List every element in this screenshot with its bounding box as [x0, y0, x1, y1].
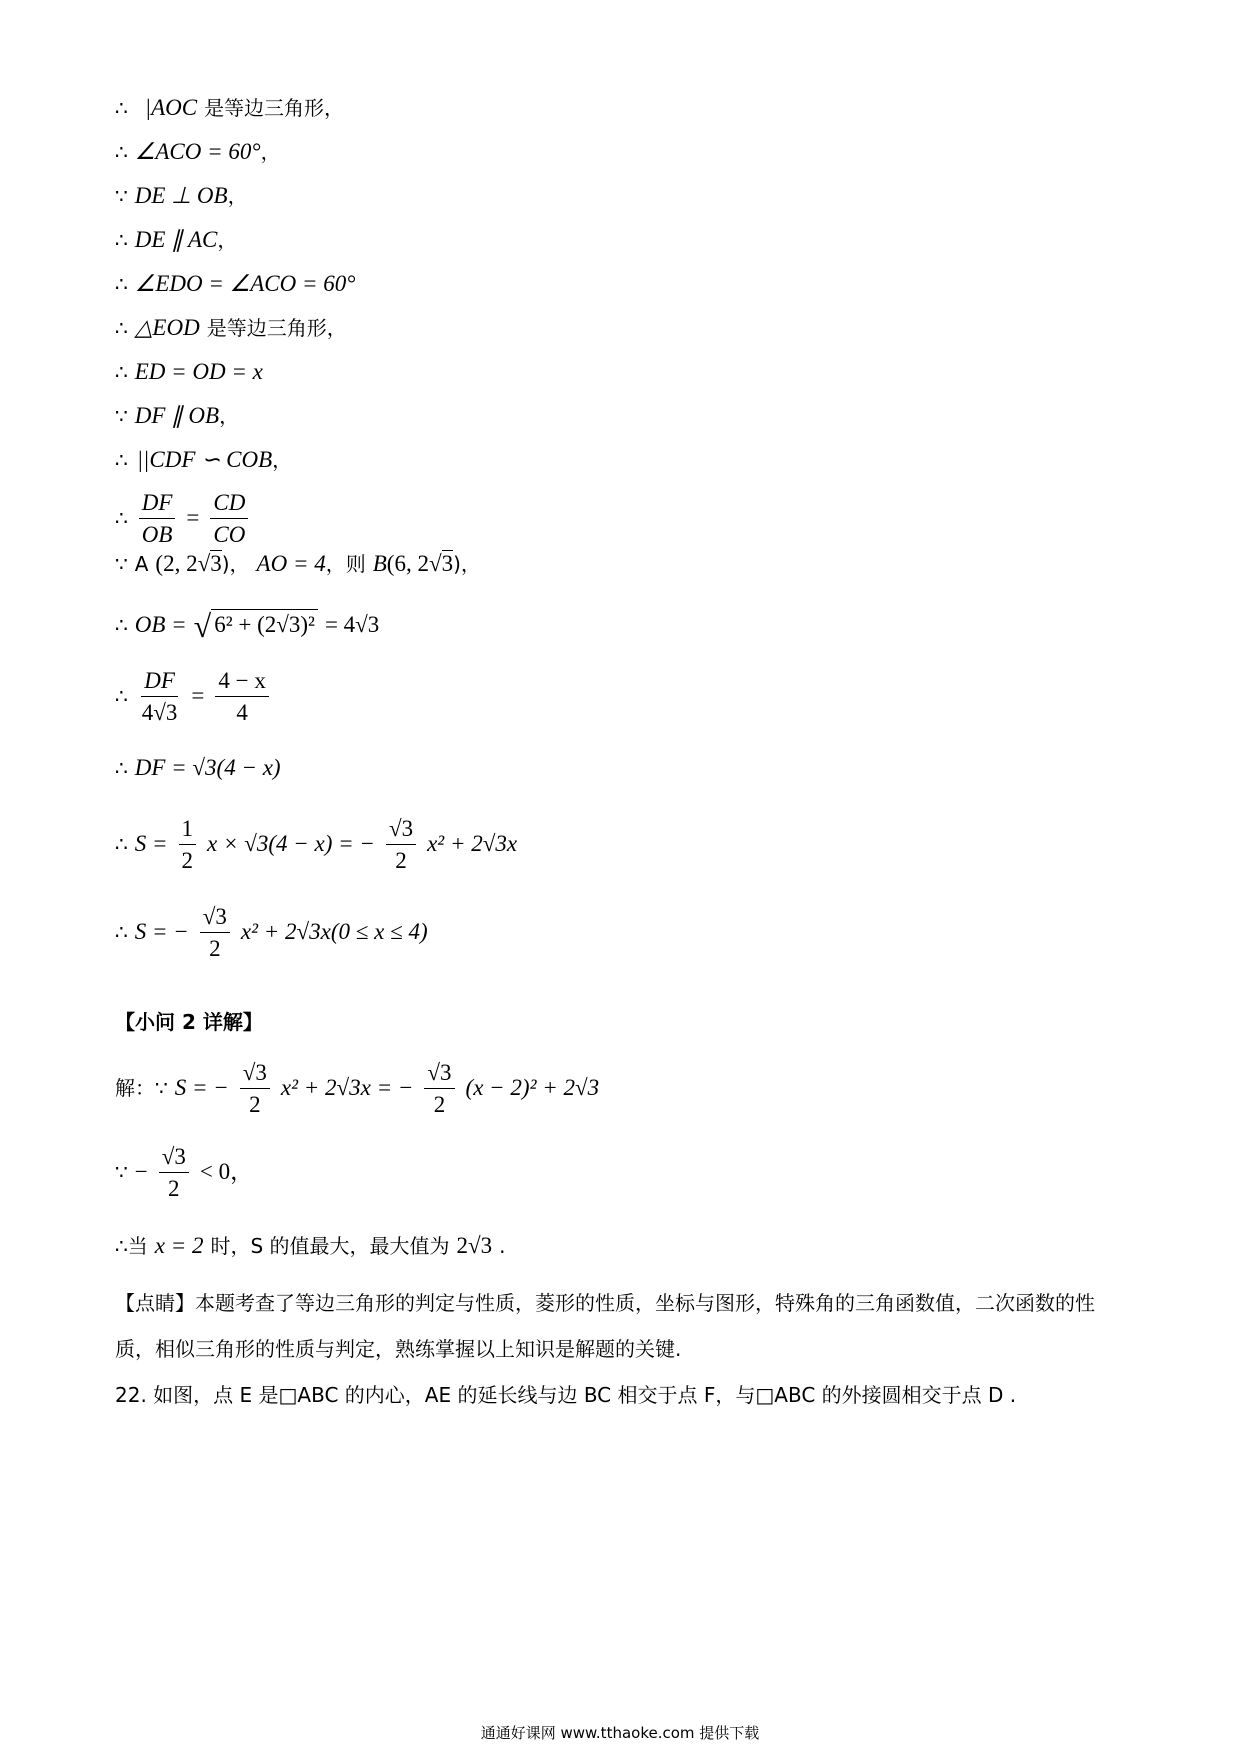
text: ，: [260, 140, 281, 164]
point-label: B: [372, 551, 387, 576]
text: .: [499, 1234, 506, 1258]
because-symbol: ∵: [115, 1159, 128, 1184]
line-10: ∴ $\frac{DF}{OB}$ = $\frac{CD}{CO}$: [115, 490, 252, 548]
solution-line: [115, 1060, 599, 1118]
line-4: [115, 228, 237, 252]
line-14: [115, 756, 281, 780]
fraction: $\frac{1}{2}$: [179, 816, 197, 874]
point-label: A: [134, 552, 149, 576]
math-expr: x² + 2√3x = −: [280, 1074, 414, 1100]
math-expr: 2√3: [456, 1233, 493, 1258]
text: ，则: [325, 552, 366, 576]
text: ，: [227, 184, 248, 208]
math-expr: DF = √3(4 − x): [134, 755, 281, 780]
math-expr: DE ⊥ OB: [134, 183, 228, 208]
math-expr: OB =: [134, 612, 187, 637]
fraction: $\frac{√3}{2}$: [159, 1144, 189, 1202]
text: ，: [272, 448, 293, 472]
text: 是等边三角形，: [204, 96, 345, 120]
line-5: [115, 272, 355, 296]
therefore-symbol: ∴: [115, 316, 128, 340]
radicand: 6² + (2√3)²: [211, 609, 318, 637]
math-expr: (x − 2)² + 2√3: [465, 1074, 600, 1100]
math-expr: x × √3(4 − x) = −: [207, 830, 375, 856]
radicand: 3: [441, 551, 454, 576]
math-expr: S = −: [174, 1074, 229, 1100]
text: 解：∵: [115, 1075, 168, 1100]
line-13: ∴ $\frac{DF}{4√3}$ = $\frac{4 - x}{4}$: [115, 668, 273, 726]
line-15: [115, 816, 517, 874]
therefore-symbol: ∴: [115, 919, 128, 944]
condition-line: [115, 1144, 253, 1202]
text: )，: [453, 552, 481, 576]
fraction: $\frac{√3}{2}$: [200, 904, 230, 962]
line-1: ∴ |AOC 是等边三角形，: [115, 95, 345, 120]
therefore-symbol: ∴: [115, 272, 128, 296]
math-expr: x² + 2√3x: [427, 830, 518, 856]
comment-paragraph: 【点睛】本题考查了等边三角形的判定与性质，菱形的性质，坐标与图形，特殊角的三角函数值，二次函数的性质，相似三角形的性质与判定，熟练掌握以上知识是解题的关键.: [115, 1291, 1095, 1361]
line-2: [115, 140, 281, 164]
fraction: $\frac{DF}{4√3}$: [141, 668, 178, 726]
math-expr: AO = 4: [256, 551, 326, 576]
therefore-symbol: ∴: [115, 96, 128, 120]
math-expr: S = −: [134, 918, 189, 944]
line-7: [115, 360, 263, 384]
therefore-symbol: ∴: [115, 831, 128, 856]
therefore-symbol: ∴: [115, 683, 128, 708]
section-heading: 【小问 2 详解】: [115, 1010, 263, 1034]
math-expr: < 0，: [199, 1158, 254, 1184]
math-expr: DF ∥ OB: [134, 403, 220, 428]
coordinate: (2, 2: [155, 551, 198, 576]
text: 是等边三角形，: [206, 316, 347, 340]
problem-22: 22. 如图，点 E 是□ABC 的内心，AE 的延长线与边 BC 相交于点 F，与□ABC 的外接圆相交于点 D .: [115, 1383, 1017, 1407]
line-8: [115, 404, 239, 428]
line-12: ∴ OB = √ 6² + (2√3)² = 4√3: [115, 608, 380, 644]
fraction: $\frac{√3}{2}$: [386, 816, 416, 874]
text: )，: [221, 552, 250, 576]
fraction: $\frac{4 - x}{4}$: [215, 668, 268, 726]
math-expr: AOC: [151, 95, 198, 120]
radicand: 3: [210, 551, 222, 576]
math-expr: ∠ACO = 60°: [134, 139, 261, 164]
because-symbol: ∵: [115, 552, 128, 576]
text: 时，S 的值最大，最大值为: [210, 1234, 450, 1258]
line-6: [115, 316, 347, 340]
fraction: $\frac{√3}{2}$: [424, 1060, 454, 1118]
because-symbol: ∵: [115, 404, 128, 428]
math-expr: x = 2: [154, 1233, 204, 1258]
text: ，: [219, 404, 240, 428]
fraction: $\frac{DF}{OB}$: [139, 490, 176, 548]
because-symbol: ∵: [115, 184, 128, 208]
math-expr: DE ∥ AC: [134, 227, 218, 252]
math-expr: S =: [134, 830, 168, 856]
line-3: [115, 184, 248, 208]
fraction: $\frac{CD}{CO}$: [210, 490, 248, 548]
therefore-symbol: ∴: [115, 360, 128, 384]
therefore-symbol: ∴: [115, 613, 128, 637]
conclusion-line: [115, 1234, 506, 1258]
therefore-symbol: ∴: [115, 756, 128, 780]
line-16: [115, 904, 428, 962]
footer: 通通好课网 www.tthaoke.com 提供下载: [480, 1724, 760, 1742]
therefore-symbol: ∴: [115, 140, 128, 164]
math-expr: CDF ∽ COB: [149, 447, 273, 472]
therefore-symbol: ∴: [115, 1234, 128, 1258]
math-expr: x² + 2√3x(0 ≤ x ≤ 4): [240, 918, 428, 944]
fraction: $\frac{√3}{2}$: [240, 1060, 270, 1118]
line-11: ∵ A (2, 2√3)， AO = 4，则 B(6, 2√3)，: [115, 551, 481, 576]
therefore-symbol: ∴: [115, 448, 128, 472]
text: 当: [127, 1234, 148, 1258]
math-expr: ED = OD = x: [134, 359, 263, 384]
coordinate: (6, 2: [386, 551, 429, 576]
line-9: ∴ ||CDF ∽ COB，: [115, 447, 293, 472]
therefore-symbol: ∴: [115, 505, 128, 530]
math-expr: = 4√3: [324, 612, 380, 637]
math-expr: −: [134, 1158, 148, 1184]
math-expr: △EOD: [134, 315, 200, 340]
math-expr: ∠EDO = ∠ACO = 60°: [134, 271, 356, 296]
text: ，: [217, 228, 238, 252]
therefore-symbol: ∴: [115, 228, 128, 252]
